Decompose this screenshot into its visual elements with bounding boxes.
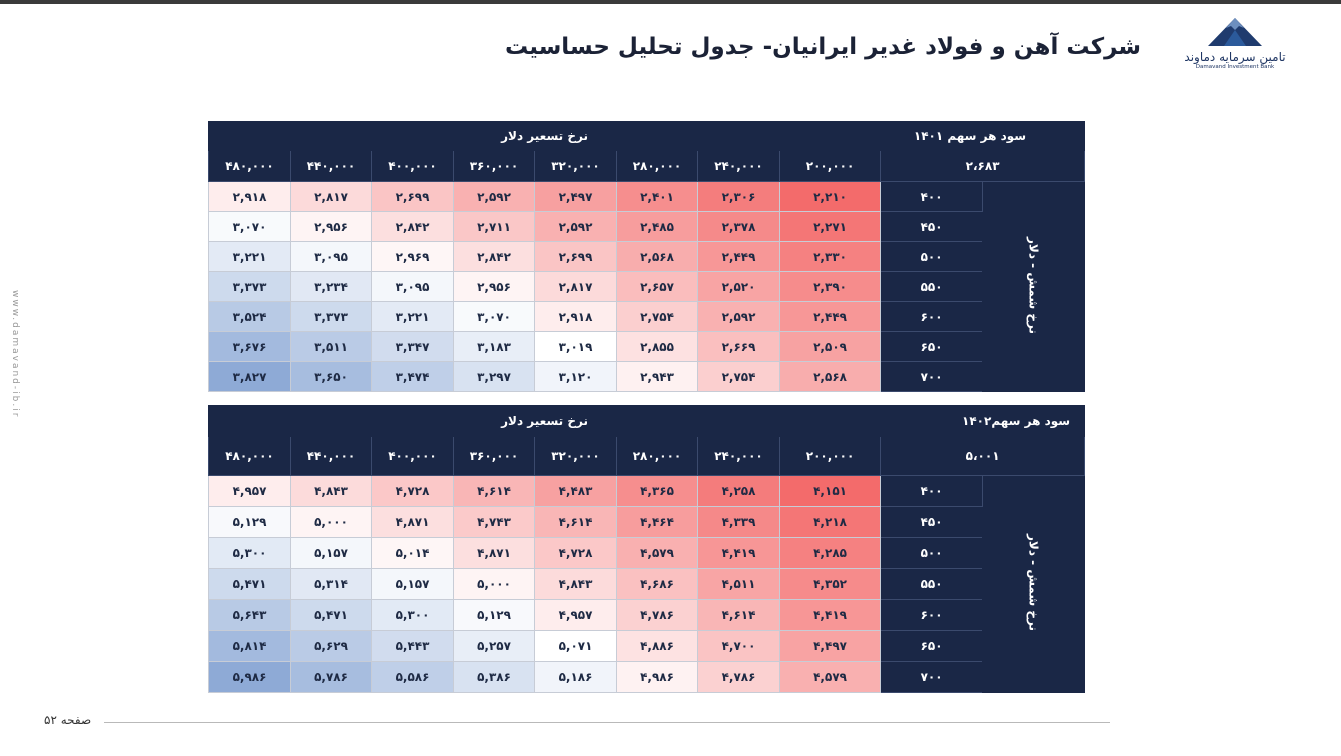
row-header: ۵۰۰ (881, 242, 983, 272)
value-cell: ۵,۴۴۳ (372, 631, 454, 662)
row-header: ۴۵۰ (881, 507, 983, 538)
value-cell: ۵,۵۸۶ (372, 662, 454, 693)
value-cell: ۴,۹۸۶ (617, 662, 698, 693)
eps-title: سود هر سهم ۱۴۰۱ (881, 122, 1085, 151)
fx-rate-header: نرخ تسعیر دلار (209, 406, 881, 437)
value-cell: ۲,۶۹۹ (535, 242, 617, 272)
value-cell: ۲,۹۶۹ (372, 242, 454, 272)
side-url: www.damavand-ib.ir (10, 290, 20, 419)
value-cell: ۲,۸۴۲ (372, 212, 454, 242)
table-row (209, 538, 1085, 569)
value-cell: ۴,۲۸۵ (780, 538, 881, 569)
value-cell: ۲,۲۷۱ (780, 212, 881, 242)
value-cell: ۴,۶۱۴ (535, 507, 617, 538)
table-row (209, 476, 1085, 507)
value-cell: ۳,۳۷۳ (209, 272, 291, 302)
row-header: ۶۰۰ (881, 302, 983, 332)
value-cell: ۲,۹۱۸ (209, 182, 291, 212)
page-title: شرکت آهن و فولاد غدیر ایرانیان- جدول تحلیل حساسیت (504, 34, 1141, 60)
bullion-rate-axis-label (983, 182, 1085, 392)
value-cell: ۲,۳۷۸ (698, 212, 780, 242)
value-cell: ۲,۵۹۲ (454, 182, 535, 212)
value-cell: ۳,۰۱۹ (535, 332, 617, 362)
value-cell: ۴,۳۳۹ (698, 507, 780, 538)
row-header: ۴۵۰ (881, 212, 983, 242)
value-cell: ۲,۳۳۰ (780, 242, 881, 272)
value-cell: ۴,۷۲۸ (372, 476, 454, 507)
value-cell: ۴,۸۷۱ (454, 538, 535, 569)
value-cell: ۴,۷۸۶ (698, 662, 780, 693)
value-cell: ۴,۴۹۷ (780, 631, 881, 662)
value-cell: ۲,۵۰۹ (780, 332, 881, 362)
value-cell: ۲,۳۰۶ (698, 182, 780, 212)
value-cell: ۳,۱۸۳ (454, 332, 535, 362)
value-cell: ۴,۷۴۳ (454, 507, 535, 538)
value-cell: ۵,۰۰۰ (454, 569, 535, 600)
table-row (209, 662, 1085, 693)
table-row (209, 332, 1085, 362)
row-header: ۴۰۰ (881, 476, 983, 507)
column-header: ۴۰۰,۰۰۰ (372, 437, 454, 476)
row-header: ۵۰۰ (881, 538, 983, 569)
value-cell: ۵,۳۱۴ (291, 569, 372, 600)
table-row (209, 242, 1085, 272)
value-cell: ۲,۸۱۷ (535, 272, 617, 302)
value-cell: ۵,۶۴۳ (209, 600, 291, 631)
value-cell: ۵,۴۷۱ (291, 600, 372, 631)
value-cell: ۴,۸۴۳ (535, 569, 617, 600)
value-cell: ۴,۴۸۳ (535, 476, 617, 507)
value-cell: ۳,۶۵۰ (291, 362, 372, 392)
page-number: صفحه ۵۲ (44, 713, 92, 727)
value-cell: ۴,۶۸۶ (617, 569, 698, 600)
row-header: ۶۵۰ (881, 631, 983, 662)
value-cell: ۳,۲۹۷ (454, 362, 535, 392)
value-cell: ۳,۸۲۷ (209, 362, 291, 392)
value-cell: ۳,۲۳۴ (291, 272, 372, 302)
table-row (209, 507, 1085, 538)
value-cell: ۴,۶۱۴ (454, 476, 535, 507)
column-header: ۳۲۰,۰۰۰ (535, 151, 617, 182)
column-header: ۴۸۰,۰۰۰ (209, 437, 291, 476)
table-row (209, 302, 1085, 332)
value-cell: ۴,۹۵۷ (209, 476, 291, 507)
value-cell: ۵,۱۸۶ (535, 662, 617, 693)
value-cell: ۲,۶۹۹ (372, 182, 454, 212)
value-cell: ۴,۵۷۹ (780, 662, 881, 693)
row-header: ۴۰۰ (881, 182, 983, 212)
column-header: ۴۴۰,۰۰۰ (291, 437, 372, 476)
value-cell: ۳,۰۹۵ (372, 272, 454, 302)
value-cell: ۴,۲۱۸ (780, 507, 881, 538)
value-cell: ۵,۱۵۷ (291, 538, 372, 569)
eps-title: ۱۴۰۲سود هر سهم (881, 406, 1085, 437)
value-cell: ۵,۴۷۱ (209, 569, 291, 600)
value-cell: ۴,۴۱۹ (780, 600, 881, 631)
value-cell: ۲,۵۲۰ (698, 272, 780, 302)
value-cell: ۲,۴۹۷ (535, 182, 617, 212)
row-header: ۷۰۰ (881, 662, 983, 693)
value-cell: ۳,۴۷۴ (372, 362, 454, 392)
value-cell: ۲,۴۰۱ (617, 182, 698, 212)
column-header: ۲۴۰,۰۰۰ (698, 151, 780, 182)
value-cell: ۵,۳۰۰ (209, 538, 291, 569)
column-header: ۳۶۰,۰۰۰ (454, 151, 535, 182)
value-cell: ۲,۹۴۳ (617, 362, 698, 392)
value-cell: ۲,۷۱۱ (454, 212, 535, 242)
value-cell: ۳,۰۹۵ (291, 242, 372, 272)
value-cell: ۲,۹۵۶ (291, 212, 372, 242)
mountain-logo-icon (1206, 16, 1264, 48)
bullion-rate-label: نرخ شمش - دلار (1026, 534, 1041, 631)
value-cell: ۲,۲۱۰ (780, 182, 881, 212)
value-cell: ۴,۳۶۵ (617, 476, 698, 507)
value-cell: ۲,۴۴۹ (780, 302, 881, 332)
table-row (209, 569, 1085, 600)
footer-divider (104, 722, 1110, 723)
value-cell: ۴,۳۵۲ (780, 569, 881, 600)
value-cell: ۲,۷۵۴ (617, 302, 698, 332)
value-cell: ۳,۵۱۱ (291, 332, 372, 362)
table-row (209, 362, 1085, 392)
value-cell: ۲,۵۹۲ (535, 212, 617, 242)
value-cell: ۴,۸۷۱ (372, 507, 454, 538)
value-cell: ۳,۲۲۱ (372, 302, 454, 332)
column-header: ۲۸۰,۰۰۰ (617, 437, 698, 476)
value-cell: ۲,۸۱۷ (291, 182, 372, 212)
value-cell: ۵,۸۱۴ (209, 631, 291, 662)
value-cell: ۴,۵۱۱ (698, 569, 780, 600)
value-cell: ۴,۵۷۹ (617, 538, 698, 569)
value-cell: ۳,۱۲۰ (535, 362, 617, 392)
value-cell: ۴,۷۸۶ (617, 600, 698, 631)
value-cell: ۵,۱۵۷ (372, 569, 454, 600)
value-cell: ۴,۱۵۱ (780, 476, 881, 507)
row-header: ۶۰۰ (881, 600, 983, 631)
value-cell: ۲,۸۴۲ (454, 242, 535, 272)
value-cell: ۳,۳۴۷ (372, 332, 454, 362)
eps-base-value: ۲،۶۸۳ (881, 151, 1085, 182)
fx-rate-header: نرخ تسعیر دلار (209, 122, 881, 151)
value-cell: ۲,۶۵۷ (617, 272, 698, 302)
value-cell: ۲,۸۵۵ (617, 332, 698, 362)
table-row (209, 182, 1085, 212)
value-cell: ۳,۶۷۶ (209, 332, 291, 362)
value-cell: ۲,۶۶۹ (698, 332, 780, 362)
table-row (209, 272, 1085, 302)
row-header: ۵۵۰ (881, 569, 983, 600)
value-cell: ۲,۳۹۰ (780, 272, 881, 302)
company-logo (1180, 16, 1290, 80)
table-row (209, 600, 1085, 631)
value-cell: ۴,۴۱۹ (698, 538, 780, 569)
column-header: ۲۰۰,۰۰۰ (780, 437, 881, 476)
sensitivity-table-1402 (208, 405, 1085, 693)
value-cell: ۳,۳۷۳ (291, 302, 372, 332)
value-cell: ۴,۲۵۸ (698, 476, 780, 507)
row-header: ۶۵۰ (881, 332, 983, 362)
column-header: ۲۴۰,۰۰۰ (698, 437, 780, 476)
value-cell: ۴,۶۱۴ (698, 600, 780, 631)
value-cell: ۴,۴۶۴ (617, 507, 698, 538)
value-cell: ۵,۶۲۹ (291, 631, 372, 662)
value-cell: ۵,۳۰۰ (372, 600, 454, 631)
bullion-rate-axis-label (983, 476, 1085, 693)
value-cell: ۵,۳۸۶ (454, 662, 535, 693)
value-cell: ۵,۹۸۶ (209, 662, 291, 693)
value-cell: ۴,۸۴۳ (291, 476, 372, 507)
value-cell: ۴,۷۲۸ (535, 538, 617, 569)
column-header: ۲۰۰,۰۰۰ (780, 151, 881, 182)
value-cell: ۵,۰۰۰ (291, 507, 372, 538)
logo-name-fa: تامین سرمایه دماوند (1184, 50, 1286, 64)
value-cell: ۲,۵۹۲ (698, 302, 780, 332)
value-cell: ۳,۰۷۰ (454, 302, 535, 332)
top-bar (0, 0, 1341, 4)
column-header: ۳۲۰,۰۰۰ (535, 437, 617, 476)
value-cell: ۲,۴۸۵ (617, 212, 698, 242)
value-cell: ۴,۷۰۰ (698, 631, 780, 662)
column-header: ۲۸۰,۰۰۰ (617, 151, 698, 182)
value-cell: ۴,۸۸۶ (617, 631, 698, 662)
value-cell: ۵,۱۲۹ (454, 600, 535, 631)
bullion-rate-label: نرخ شمش - دلار (1026, 236, 1041, 334)
logo-name-en: Damavand Investment Bank (1195, 64, 1275, 70)
table-row (209, 212, 1085, 242)
value-cell: ۲,۹۱۸ (535, 302, 617, 332)
column-header: ۴۰۰,۰۰۰ (372, 151, 454, 182)
value-cell: ۳,۵۲۴ (209, 302, 291, 332)
column-header: ۴۸۰,۰۰۰ (209, 151, 291, 182)
value-cell: ۵,۱۲۹ (209, 507, 291, 538)
column-header: ۳۶۰,۰۰۰ (454, 437, 535, 476)
eps-base-value: ۵،۰۰۱ (881, 437, 1085, 476)
value-cell: ۲,۷۵۴ (698, 362, 780, 392)
value-cell: ۵,۷۸۶ (291, 662, 372, 693)
value-cell: ۳,۲۲۱ (209, 242, 291, 272)
column-header: ۴۴۰,۰۰۰ (291, 151, 372, 182)
sensitivity-table-1401 (208, 121, 1085, 392)
value-cell: ۵,۰۷۱ (535, 631, 617, 662)
row-header: ۷۰۰ (881, 362, 983, 392)
table-row (209, 631, 1085, 662)
value-cell: ۵,۲۵۷ (454, 631, 535, 662)
value-cell: ۵,۰۱۴ (372, 538, 454, 569)
value-cell: ۲,۹۵۶ (454, 272, 535, 302)
value-cell: ۲,۴۴۹ (698, 242, 780, 272)
value-cell: ۲,۵۶۸ (617, 242, 698, 272)
value-cell: ۲,۵۶۸ (780, 362, 881, 392)
value-cell: ۴,۹۵۷ (535, 600, 617, 631)
value-cell: ۳,۰۷۰ (209, 212, 291, 242)
row-header: ۵۵۰ (881, 272, 983, 302)
